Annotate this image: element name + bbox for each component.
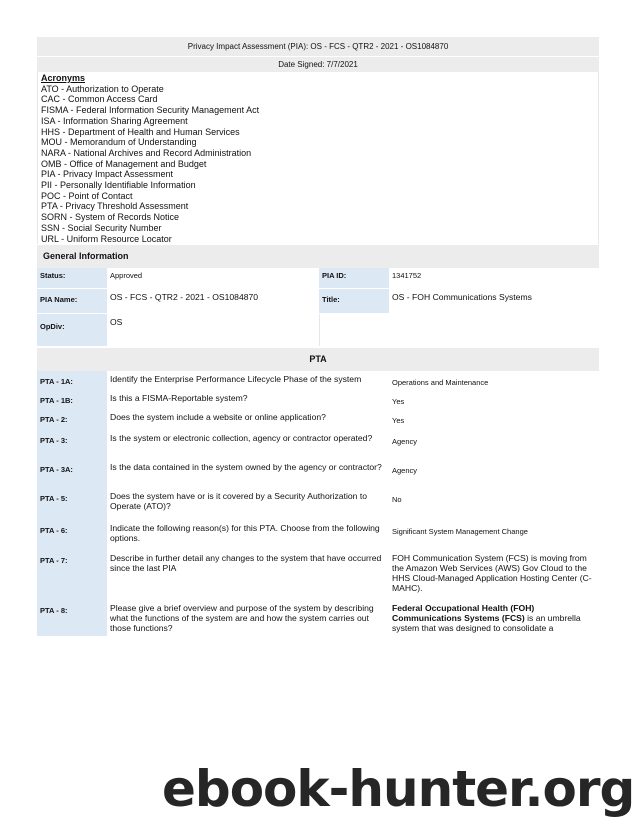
acronym-item: PII - Personally Identifiable Information: [41, 180, 196, 191]
pta-row-answer: No: [389, 488, 599, 520]
pta-row-question: Identify the Enterprise Performance Lifecycle Phase of the system: [107, 371, 389, 390]
pta-row-question: Please give a brief overview and purpose of the system by describing what the functions of the system are and how the system carries out those functions?: [107, 600, 389, 636]
pta-row-answer: Operations and Maintenance: [389, 371, 599, 390]
acronym-item: PIA - Privacy Impact Assessment: [41, 169, 174, 180]
pta-row-question: Is the data contained in the system owned by the agency or contractor?: [107, 459, 389, 488]
pta-row: [37, 520, 599, 550]
watermark: ebook-hunter.org: [162, 760, 635, 818]
acronym-item: HHS - Department of Health and Human Services: [41, 126, 240, 137]
acronym-item: NARA - National Archives and Record Administration: [41, 147, 252, 158]
opdiv-value: OS: [107, 313, 319, 346]
acronym-item: PTA - Privacy Threshold Assessment: [41, 201, 189, 212]
acronyms-title: Acronyms: [41, 73, 86, 83]
pta-row: [37, 371, 599, 390]
pia-id-value: 1341752: [389, 268, 599, 288]
acronym-item: OMB - Office of Management and Budget: [41, 158, 207, 169]
general-information-table: [37, 268, 599, 347]
pta-row-answer: Agency: [389, 459, 599, 488]
pta-heading: PTA: [37, 348, 599, 371]
pta-row: [37, 600, 599, 636]
acronym-item: MOU - Memorandum of Understanding: [41, 137, 197, 148]
document-title: Privacy Impact Assessment (PIA): OS - FCS - QTR2 - 2021 - OS1084870: [187, 42, 449, 51]
acronym-item: FISMA - Federal Information Security Management Act: [41, 105, 260, 116]
opdiv-label: OpDiv:: [37, 313, 107, 346]
pta-row-id: PTA - 6:: [37, 520, 107, 550]
pta-row: [37, 430, 599, 459]
pta-table: [37, 371, 599, 636]
pta-row-question: Does the system include a website or online application?: [107, 409, 389, 430]
pta-row-question: Is this a FISMA-Reportable system?: [107, 390, 389, 409]
date-signed: Date Signed: 7/7/2021: [37, 56, 599, 72]
pta-row-answer: [389, 600, 599, 636]
pta-row-id: PTA - 1B:: [37, 390, 107, 409]
pia-id-label: PIA ID:: [319, 268, 389, 288]
pta-row-id: PTA - 3A:: [37, 459, 107, 488]
document-header: [37, 37, 599, 72]
pta-row-answer-bold: Federal Occupational Health (FOH) Communications Systems (FCS): [392, 602, 535, 623]
general-information-heading: General Information: [37, 245, 599, 268]
pia-name-value: OS - FCS - QTR2 - 2021 - OS1084870: [107, 288, 319, 313]
pta-row: [37, 488, 599, 520]
acronym-item: ISA - Information Sharing Agreement: [41, 115, 188, 126]
pta-row-id: PTA - 1A:: [37, 371, 107, 390]
pta-row: [37, 550, 599, 600]
pta-row-answer: FOH Communication System (FCS) is moving from the Amazon Web Services (AWS) Gov Cloud to the HHS Cloud-Managed Application Hosting Center (C-MAHC).: [389, 550, 599, 600]
pta-row-question: Describe in further detail any changes to the system that have occurred since the last PIA: [107, 550, 389, 600]
pta-row-question: Indicate the following reason(s) for this PTA. Choose from the following options.: [107, 520, 389, 550]
acronym-item: SSN - Social Security Number: [41, 222, 162, 233]
pta-row-id: PTA - 7:: [37, 550, 107, 600]
acronyms-list: [41, 84, 595, 245]
acronym-item: SORN - System of Records Notice: [41, 212, 180, 223]
pta-row-question: Does the system have or is it covered by a Security Authorization to Operate (ATO)?: [107, 488, 389, 520]
status-value: Approved: [107, 268, 319, 288]
pia-name-label: PIA Name:: [37, 288, 107, 313]
pta-row-id: PTA - 2:: [37, 409, 107, 430]
acronym-item: ATO - Authorization to Operate: [41, 83, 164, 94]
title-label: Title:: [319, 288, 389, 313]
pta-row-id: PTA - 8:: [37, 600, 107, 636]
pta-row-answer-text: is an umbrella system that was designed to consolidate a: [392, 612, 581, 633]
pta-row: [37, 409, 599, 430]
pta-row-answer: Agency: [389, 430, 599, 459]
pta-row-answer: Significant System Management Change: [389, 520, 599, 550]
title-value: OS - FOH Communications Systems: [389, 288, 599, 313]
document-page: [37, 37, 599, 636]
acronym-item: URL - Uniform Resource Locator: [41, 233, 172, 244]
status-label: Status:: [37, 268, 107, 288]
pta-row-id: PTA - 3:: [37, 430, 107, 459]
pta-row-id: PTA - 5:: [37, 488, 107, 520]
acronym-item: CAC - Common Access Card: [41, 94, 158, 105]
pta-row: [37, 390, 599, 409]
acronyms-section: [37, 72, 599, 244]
pta-row-answer: Yes: [389, 409, 599, 430]
pta-row-question: Is the system or electronic collection, agency or contractor operated?: [107, 430, 389, 459]
acronym-item: POC - Point of Contact: [41, 190, 133, 201]
pta-row: [37, 459, 599, 488]
pta-row-answer: Yes: [389, 390, 599, 409]
